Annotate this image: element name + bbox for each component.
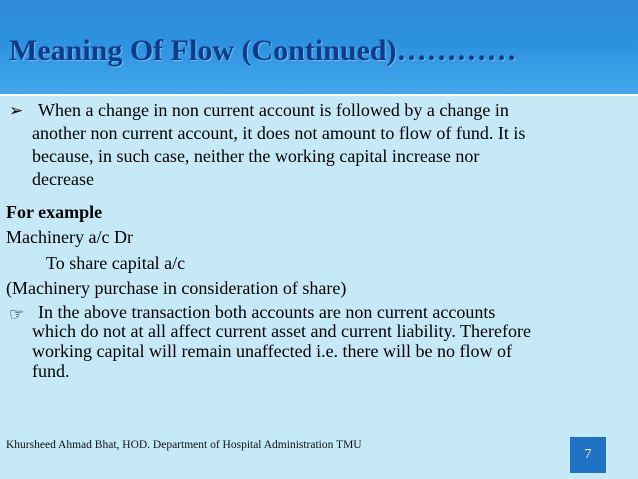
bullet1-line-4: decrease (32, 169, 94, 189)
journal-narration: (Machinery purchase in consideration of share) (6, 278, 347, 298)
page-number: 7 (570, 437, 606, 473)
footer-credit: Khursheed Ahmad Bhat, HOD. Department of Hospital Administration TMU (6, 439, 362, 451)
journal-debit-entry: Machinery a/c Dr (6, 227, 133, 247)
bullet2-line-2: which do not at all affect current asset and current liability. Therefore (32, 321, 531, 341)
title-bar (0, 0, 638, 94)
bullet1-line-3: because, in such case, neither the working capital increase nor (32, 146, 480, 166)
arrow-bullet-icon: ➢ (9, 101, 24, 120)
bullet2-line-1: In the above transaction both accounts are non current accounts (38, 302, 496, 322)
example-heading: For example (6, 202, 103, 222)
pointing-hand-icon: ☞ (9, 305, 25, 324)
bullet2-line-3: working capital will remain unaffected i.e. there will be no flow of (32, 341, 513, 361)
slide-title: Meaning Of Flow (Continued)………… (9, 34, 517, 67)
bullet1-line-1: When a change in non current account is followed by a change in (38, 100, 509, 120)
bullet1-line-2: another non current account, it does not amount to flow of fund. It is (32, 123, 526, 143)
journal-credit-entry: To share capital a/c (46, 253, 186, 273)
title-divider (0, 94, 638, 96)
bullet2-line-4: fund. (32, 361, 70, 381)
